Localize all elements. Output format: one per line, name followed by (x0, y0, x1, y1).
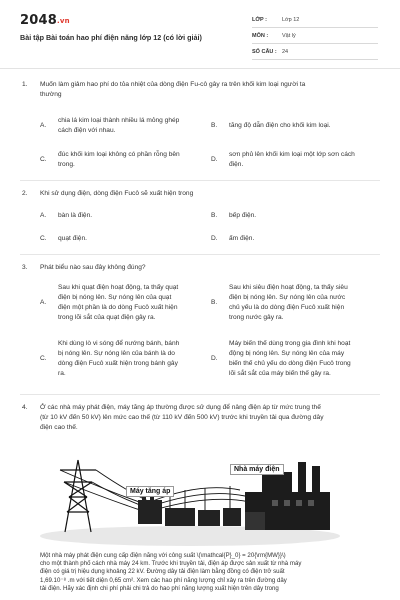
transformer-icon (138, 494, 241, 526)
meta-row-subject (252, 28, 378, 44)
option-text (58, 339, 179, 379)
option-a[interactable] (40, 283, 210, 325)
option-line: ra. (58, 370, 66, 377)
option-letter: A. (40, 122, 47, 129)
meta-row-class (252, 12, 378, 28)
transformer-label: Máy tăng áp (126, 486, 174, 497)
question-text (40, 80, 380, 100)
question-line: Khi sử dụng điện, dòng điện Fucô sẽ xuất hiện trong (40, 190, 194, 197)
option-line: động bị nóng lên. Sự nóng lên của máy (229, 350, 345, 357)
option-line: biến thế chủ yếu do dòng điện Fucô trong (229, 360, 351, 367)
option-a[interactable] (40, 211, 200, 223)
meta-value: 24 (282, 48, 289, 55)
body-line: tải điện. Hãy xác định chi phí phải chi trả do hao phí năng lượng xuất hiện trên dây trong (40, 584, 279, 592)
meta-value: Lớp 12 (282, 16, 300, 23)
option-letter: A. (40, 299, 47, 306)
option-line: trong. (58, 161, 75, 168)
option-line: sơn phủ lên khối kim loại một lớp sơn cách (229, 151, 355, 158)
option-line: chia lá kim loại thành nhiều lá mỏng ghép (58, 117, 180, 124)
option-line: cách điện với nhau. (58, 127, 116, 134)
option-line: Sau khi siêu điện hoạt động, ta thấy siêu (229, 284, 348, 291)
question-text (40, 189, 380, 199)
option-line: đúc khối kim loại không có phần rỗng bên (58, 151, 180, 158)
question-line: thường (40, 91, 62, 98)
option-letter: A. (40, 212, 47, 219)
option-letter: D. (211, 235, 218, 242)
meta-key: MÔN : (252, 32, 269, 39)
question-line: điện cao thế. (40, 424, 78, 431)
option-text: bếp điện. (229, 212, 257, 219)
option-line: điện bị nóng lên. Sự nóng lên của nước (229, 294, 346, 301)
option-line: bị nóng lên. Sự nóng lên của bánh là do (58, 350, 175, 357)
meta-key: LỚP : (252, 16, 267, 23)
option-text (229, 339, 351, 379)
option-letter: D. (211, 355, 218, 362)
meta-row-count (252, 44, 378, 60)
option-line: Máy biến thế dùng trong gia đình khi hoạt (229, 340, 351, 347)
option-d[interactable] (211, 150, 386, 172)
meta-table (252, 12, 378, 60)
question-divider (20, 254, 380, 255)
option-d[interactable] (211, 339, 386, 381)
option-letter: C. (40, 156, 47, 163)
option-line: trong lõi sắt của quạt điện gây ra. (58, 314, 156, 321)
question-line: Muốn làm giảm hao phí do tỏa nhiệt của dòng điện Fu-cô gây ra trên khối kim loại người ta (40, 81, 306, 88)
body-line: 1,69.10⁻⁸ .m với tiết diện 0,65 cm². Xem các hao phí năng lượng chỉ xảy ra trên đường dây (40, 576, 287, 584)
option-letter: B. (211, 212, 218, 219)
option-text: bàn là điện. (58, 212, 93, 219)
logo-suffix: .vn (56, 17, 70, 25)
option-c[interactable] (40, 339, 210, 381)
option-text (229, 121, 331, 131)
option-line: điện. (229, 161, 244, 168)
option-letter: C. (40, 235, 47, 242)
question-number: 3. (22, 264, 28, 271)
option-line: Sau khi quạt điện hoạt động, ta thấy quạt (58, 284, 179, 291)
question-divider (20, 394, 380, 395)
option-c[interactable] (40, 150, 220, 172)
question-line: Phát biểu nào sau đây không đúng? (40, 264, 146, 271)
option-line: trong nước gây ra. (229, 314, 284, 321)
question-line: Ở các nhà máy phát điện, máy tăng áp thường được sử dụng để nâng điện áp từ mức trung thế (40, 404, 321, 411)
option-text (229, 283, 348, 323)
page-title: Bài tập Bài toán hao phí điện năng lớp 12 (có lời giải) (20, 33, 202, 42)
document-header (0, 0, 400, 69)
body-line: Một nhà máy phát điện cung cấp điện năng với công suất \(\mathcal{P}_0} = 20{\rm{MW}}\) (40, 552, 286, 559)
question-number: 2. (22, 190, 28, 197)
logo-main: 2048 (20, 13, 57, 28)
option-b[interactable] (211, 121, 381, 133)
option-letter: C. (40, 355, 47, 362)
body-line: điện có giá trị hiệu dụng khoảng 22 kV. Đường dây tải điện làm bằng đồng có điện trở suất (40, 568, 285, 576)
question-text (40, 403, 380, 433)
option-line: Khi dùng lò vi sóng để nướng bánh, bánh (58, 340, 180, 347)
option-a[interactable] (40, 116, 220, 138)
option-b[interactable] (211, 211, 371, 223)
meta-key: SỐ CÂU : (252, 48, 277, 55)
question-number: 4. (22, 404, 28, 411)
option-line: chủ yếu là do dòng điện Fucô xuất hiện (229, 304, 345, 311)
meta-value: Vật lý (282, 32, 296, 39)
power-plant-figure (40, 452, 340, 548)
option-line: điện một phần là do dòng Fucô xuất hiện (58, 304, 178, 311)
question-body (40, 552, 380, 593)
option-d[interactable] (211, 234, 371, 246)
option-b[interactable] (211, 283, 386, 325)
site-logo[interactable] (20, 13, 70, 28)
option-line: điện bị nóng lên. Sự nóng lên của quạt (58, 294, 172, 301)
plant-label: Nhà máy điện (230, 464, 284, 475)
option-line: tăng độ dẫn điện cho khối kim loại. (229, 122, 331, 129)
option-text (58, 116, 179, 136)
option-letter: B. (211, 122, 218, 129)
option-c[interactable] (40, 234, 200, 246)
question-divider (20, 180, 380, 181)
option-text (58, 150, 180, 170)
option-letter: D. (211, 156, 218, 163)
option-text: ấm điện. (229, 235, 255, 242)
option-text (58, 283, 178, 323)
power-plant-illustration (40, 452, 340, 548)
body-line: cho một thành phố cách nhà máy 24 km. Trước khi truyền tải, điện áp được sản xuất từ nhà máy (40, 560, 302, 568)
option-line: lõi sắt sắt của máy biến thế gây ra. (229, 370, 331, 377)
pylon-icon (60, 460, 96, 532)
question-number: 1. (22, 81, 28, 88)
option-text: quạt điện. (58, 235, 87, 242)
question-line: (từ 10 kV đến 50 kV) lên mức cao thế (từ 110 kV đến 500 kV) trước khi truyền tải qua đường dây (40, 414, 324, 421)
option-text (229, 150, 355, 170)
option-line: dòng điện Fucô xuất hiện trong bánh gây (58, 360, 178, 367)
question-text (40, 263, 380, 273)
option-letter: B. (211, 299, 218, 306)
